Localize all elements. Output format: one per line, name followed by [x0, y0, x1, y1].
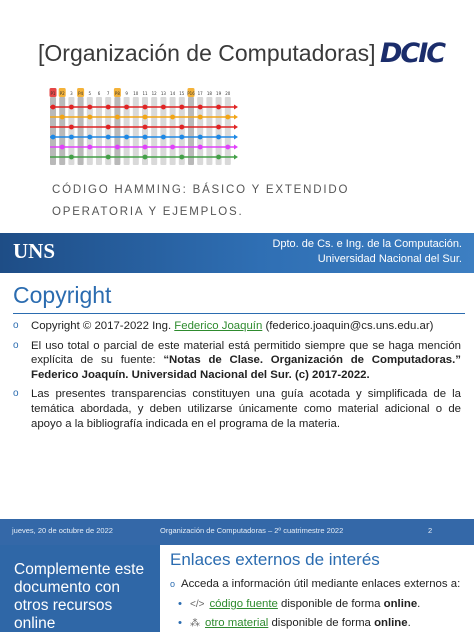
hamming-label: 7 — [106, 91, 110, 96]
hamming-bit-dot — [115, 145, 120, 150]
hamming-bit-dot — [69, 125, 74, 130]
hamming-label: 9 — [125, 91, 128, 96]
list-item — [13, 339, 461, 383]
department-line-1: Dpto. de Cs. e Ing. de la Computación. — [272, 238, 462, 250]
uns-logo-text: UNS — [13, 239, 56, 263]
hamming-label: 10 — [133, 91, 139, 96]
cover-title: [Organización de Computadoras] — [38, 40, 376, 66]
author-link[interactable]: Federico Joaquín — [174, 320, 263, 332]
square-bullet-icon: • — [178, 598, 182, 610]
hamming-bit-dot — [87, 105, 92, 110]
hamming-bit-dot — [198, 135, 203, 140]
hamming-bit-dot — [143, 155, 148, 160]
source-code-text: disponible de forma — [277, 598, 384, 610]
hamming-label: P8 — [114, 91, 120, 96]
hamming-bit-dot — [143, 145, 148, 150]
arrow-head-icon — [234, 145, 238, 150]
hamming-bit-dot — [106, 155, 111, 160]
hamming-label: 13 — [160, 91, 166, 96]
hamming-label: P4 — [78, 91, 84, 96]
hamming-bit-dot — [69, 105, 74, 110]
hamming-bit-dot — [143, 105, 148, 110]
cover-subtitle-1: CÓDIGO HAMMING: BÁSICO Y EXTENDIDO — [52, 184, 350, 196]
department-line-2: Universidad Nacional del Sur. — [317, 253, 462, 265]
dcic-logo: DCIC — [380, 38, 445, 69]
arrow-head-icon — [234, 115, 238, 120]
online-label: online — [383, 598, 418, 610]
network-icon: ⁂ — [190, 618, 200, 629]
period: . — [407, 617, 411, 629]
hamming-label: 19 — [216, 91, 222, 96]
list-item — [13, 319, 461, 334]
hamming-label: P16 — [187, 91, 195, 96]
hamming-bit-dot — [87, 135, 92, 140]
hamming-bit-dot — [106, 135, 111, 140]
bullet-icon: o — [170, 579, 176, 589]
hamming-label: 14 — [170, 91, 176, 96]
hamming-label: 17 — [197, 91, 203, 96]
hamming-bit-dot — [106, 125, 111, 130]
cover-subtitle-2: OPERATORIA Y EJEMPLOS. — [52, 206, 244, 218]
hamming-label: 3 — [70, 91, 73, 96]
hamming-label: 5 — [88, 91, 92, 96]
copyright-text: Copyright © 2017-2022 Ing. — [31, 320, 175, 332]
other-material-text: disponible de forma — [268, 617, 375, 629]
slide-footer — [0, 519, 474, 545]
hamming-label: 6 — [97, 91, 101, 96]
hamming-bit-dot — [124, 135, 129, 140]
hamming-bit-dot — [216, 135, 221, 140]
hamming-bit-dot — [198, 105, 203, 110]
arrow-head-icon — [234, 155, 238, 160]
footer-course: Organización de Computadoras – 2º cuatrimestre 2022 — [160, 526, 344, 535]
side-panel — [0, 545, 160, 632]
source-code-item — [178, 598, 420, 610]
hamming-bit-dot — [87, 115, 92, 120]
hamming-bit-dot — [179, 125, 184, 130]
hamming-label: 15 — [179, 91, 185, 96]
hamming-label: 11 — [142, 91, 148, 96]
other-material-item — [178, 617, 411, 629]
hamming-label: P2 — [59, 91, 65, 96]
hamming-bit-dot — [170, 115, 175, 120]
header-band — [0, 233, 474, 273]
slide-1-cover — [0, 0, 474, 233]
hamming-bit-dot — [69, 135, 74, 140]
hamming-label: 20 — [225, 91, 231, 96]
hamming-bit-dot — [170, 145, 175, 150]
citation-text: “Notas de Clase. Organización de Computadoras.” Federico Joaquín. Universidad Nacional del Sur. (c) 2017-2022. — [31, 354, 461, 381]
title-divider — [13, 313, 465, 314]
bullet-icon: o — [13, 339, 19, 351]
arrow-head-icon — [234, 135, 238, 140]
hamming-bit-dot — [225, 145, 230, 150]
hamming-bit-dot — [124, 105, 129, 110]
hamming-bit-dot — [143, 115, 148, 120]
hamming-bit-dot — [87, 145, 92, 150]
arrow-head-icon — [234, 105, 238, 110]
square-bullet-icon: • — [178, 617, 182, 629]
online-label: online — [374, 617, 408, 629]
links-intro — [170, 578, 460, 590]
slide-2-copyright — [0, 233, 474, 545]
hamming-bit-dot — [179, 135, 184, 140]
bullet-icon: o — [13, 320, 19, 331]
bullet-icon: o — [13, 388, 19, 400]
slide-title: Copyright — [13, 282, 112, 308]
hamming-bit-dot — [216, 125, 221, 130]
hamming-label: 18 — [206, 91, 212, 96]
hamming-bit-dot — [198, 145, 203, 150]
usage-text: El uso total o parcial de este material está permitido siempre que se haga mención explícita de su fuente: — [31, 339, 461, 367]
hamming-bit-dot — [60, 145, 65, 150]
slide-3-links — [0, 545, 474, 632]
hamming-bit-dot — [143, 135, 148, 140]
hamming-bit-dot — [161, 105, 166, 110]
code-icon: </> — [190, 599, 205, 610]
hamming-bit-dot — [179, 155, 184, 160]
hamming-bit-dot — [161, 135, 166, 140]
footer-date: jueves, 20 de octubre de 2022 — [12, 526, 113, 535]
footer-page-number: 2 — [428, 526, 433, 535]
hamming-bit-dot — [143, 125, 148, 130]
hamming-bit-dot — [216, 155, 221, 160]
hamming-bit-dot — [115, 115, 120, 120]
period: . — [417, 598, 421, 610]
hamming-bit-dot — [216, 105, 221, 110]
other-material-link[interactable]: otro material — [205, 617, 269, 629]
source-code-link[interactable]: código fuente — [209, 598, 278, 610]
author-email: (federico.joaquin@cs.uns.edu.ar) — [262, 320, 434, 332]
links-intro-text: Acceda a información útil mediante enlaces externos a: — [181, 578, 461, 590]
hamming-diagram — [46, 87, 238, 167]
hamming-bit-dot — [198, 115, 203, 120]
list-item — [13, 387, 461, 431]
hamming-bit-dot — [179, 105, 184, 110]
hamming-bit-dot — [51, 105, 56, 110]
uns-logo — [13, 239, 55, 264]
disclaimer-text: Las presentes transparencias constituyen una guía acotada y simplificada de la temática abordada, y deben utilizarse únicamente como material adicional o de apoyo a la bibliografía indicada en el programa de la materia. — [31, 388, 461, 430]
hamming-bit-dot — [51, 135, 56, 140]
copyright-list — [13, 319, 461, 436]
hamming-bit-dot — [60, 115, 65, 120]
hamming-bit-dot — [106, 105, 111, 110]
links-title: Enlaces externos de interés — [170, 550, 380, 569]
hamming-label: 12 — [151, 91, 157, 96]
hamming-bit-dot — [69, 155, 74, 160]
hamming-bit-dot — [225, 115, 230, 120]
side-panel-text: Complemente este documento con otros recursos online — [14, 561, 145, 632]
hamming-label: P1 — [50, 91, 56, 96]
arrow-head-icon — [234, 125, 238, 130]
